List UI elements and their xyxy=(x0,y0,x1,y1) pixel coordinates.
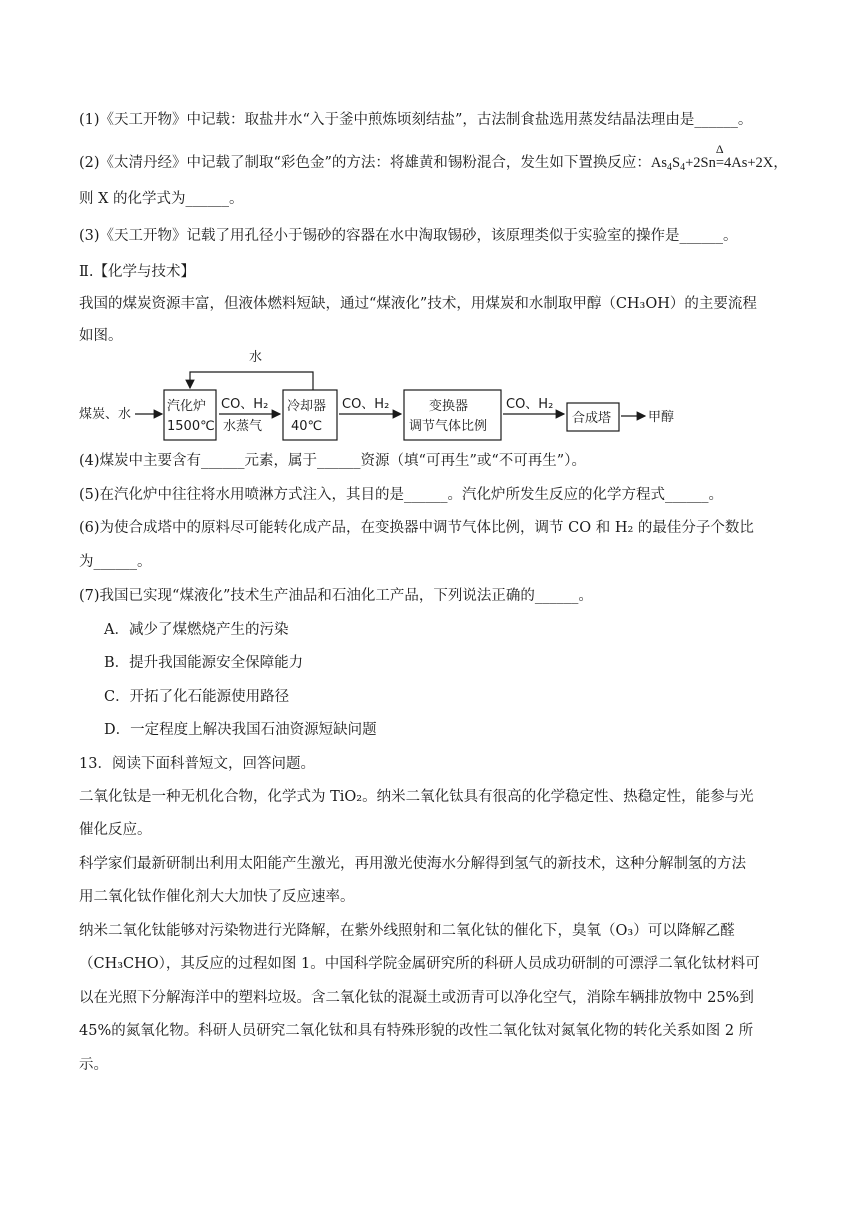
question-13-title: 13．阅读下面科普短文，回答问题。 xyxy=(79,756,315,772)
passage-line: 纳米二氧化钛能够对污染物进行光降解，在紫外线照射和二氧化钛的催化下，臭氧（O₃）可以降解乙醛 xyxy=(79,923,735,939)
stream-1-steam: 水蒸气 xyxy=(223,419,263,434)
intro-line-1: 我国的煤炭资源丰富，但液体燃料短缺，通过“煤液化”技术，用煤炭和水制取甲醇（CH₃OH）的主要流程 xyxy=(79,296,757,312)
recycle-arrow xyxy=(190,372,313,390)
question-12-part-2-answer: 则 X 的化学式为______。 xyxy=(79,191,244,207)
passage-line: （CH₃CHO），其反应的过程如图 1。中国科学院金属研究所的科研人员成功研制的可漂浮二氧化钛材料可 xyxy=(79,956,760,972)
gasifier-label: 汽化炉 xyxy=(167,399,207,414)
option-b: B．提升我国能源安全保障能力 xyxy=(104,655,304,671)
cooler-label: 冷却器 xyxy=(287,399,327,414)
water-recycle-label: 水 xyxy=(249,350,263,365)
question-12-part-7: (7)我国已实现“煤液化”技术生产油品和石油化工产品，下列说法正确的______。 xyxy=(79,588,593,604)
question-12-part-5: (5)在汽化炉中往往将水用喷淋方式注入，其目的是______。汽化炉所发生反应的化学方程式______。 xyxy=(79,487,724,503)
question-12-part-2-text: (2)《太清丹经》中记载了制取“彩色金”的方法：将雄黄和锡粉混合，发生如下置换反应： xyxy=(79,155,651,171)
output-label: 甲醇 xyxy=(648,410,675,425)
question-12-part-3: (3)《天工开物》记载了用孔径小于锡砂的容器在水中淘取锡砂，该原理类似于实验室的操作是______。 xyxy=(79,228,738,244)
stream-1-gases: CO、H₂ xyxy=(221,397,269,412)
stream-3-gases: CO、H₂ xyxy=(506,397,554,412)
formula-subscript: 4 xyxy=(667,162,672,173)
process-flow-diagram xyxy=(79,346,699,446)
question-12-part-4: (4)煤炭中主要含有______元素，属于______资源（填“可再生”或“不可再生”）。 xyxy=(79,453,586,469)
cooler-temperature: 40℃ xyxy=(291,419,323,434)
input-label: 煤炭、水 xyxy=(79,407,132,422)
converter-function: 调节气体比例 xyxy=(409,419,488,434)
option-d: D．一定程度上解决我国石油资源短缺问题 xyxy=(104,722,377,738)
formula-subscript: 4 xyxy=(680,162,686,173)
passage-line: 用二氧化钛作催化剂大大加快了反应速率。 xyxy=(79,889,355,905)
option-a: A．减少了煤燃烧产生的污染 xyxy=(104,622,289,638)
passage-line: 45%的氮氧化物。科研人员研究二氧化钛和具有特殊形貌的改性二氧化钛对氮氧化物的转化关系如图 2 所 xyxy=(79,1023,754,1039)
question-12-part-1: (1)《天工开物》中记载：取盐井水“入于釜中煎炼顷刻结盐”，古法制食盐选用蒸发结晶法理由是______。 xyxy=(79,112,753,128)
synthesis-tower-label: 合成塔 xyxy=(572,411,612,426)
stream-2-gases: CO、H₂ xyxy=(342,397,390,412)
passage-line: 示。 xyxy=(79,1057,108,1073)
passage-line: 以在光照下分解海洋中的塑料垃圾。含二氧化钛的混凝土或沥青可以净化空气，消除车辆排放物中 25%到 xyxy=(79,990,754,1006)
intro-line-2: 如图。 xyxy=(79,328,123,344)
section-heading: Ⅱ.【化学与技术】 xyxy=(79,264,195,280)
question-12-part-6-answer: 为______。 xyxy=(79,554,152,570)
formula-s: S xyxy=(672,155,681,171)
delta-symbol: Δ xyxy=(715,142,724,156)
equals-sign: = xyxy=(715,155,725,171)
converter-label: 变换器 xyxy=(429,399,469,414)
formula-sn: +2Sn xyxy=(685,155,716,171)
passage-line: 科学家们最新研制出利用太阳能产生激光，再用激光使海水分解得到氢气的新技术，这种分解制氢的方法 xyxy=(79,856,746,872)
passage-line: 催化反应。 xyxy=(79,822,152,838)
gasifier-temperature: 1500℃ xyxy=(167,419,215,434)
option-c: C．开拓了化石能源使用路径 xyxy=(104,689,290,705)
formula-as: As xyxy=(650,155,667,171)
reaction-equation xyxy=(650,142,788,173)
heating-condition xyxy=(715,142,725,173)
formula-products: 4As+2X xyxy=(724,155,774,171)
formula-comma: ， xyxy=(773,155,788,171)
question-12-part-2 xyxy=(79,142,788,178)
question-12-part-6: (6)为使合成塔中的原料尽可能转化成产品，在变换器中调节气体比例，调节 CO 和 H₂ 的最佳分子个数比 xyxy=(79,520,754,536)
passage-line: 二氧化钛是一种无机化合物，化学式为 TiO₂。纳米二氧化钛具有很高的化学稳定性、热稳定性，能参与光 xyxy=(79,789,754,805)
